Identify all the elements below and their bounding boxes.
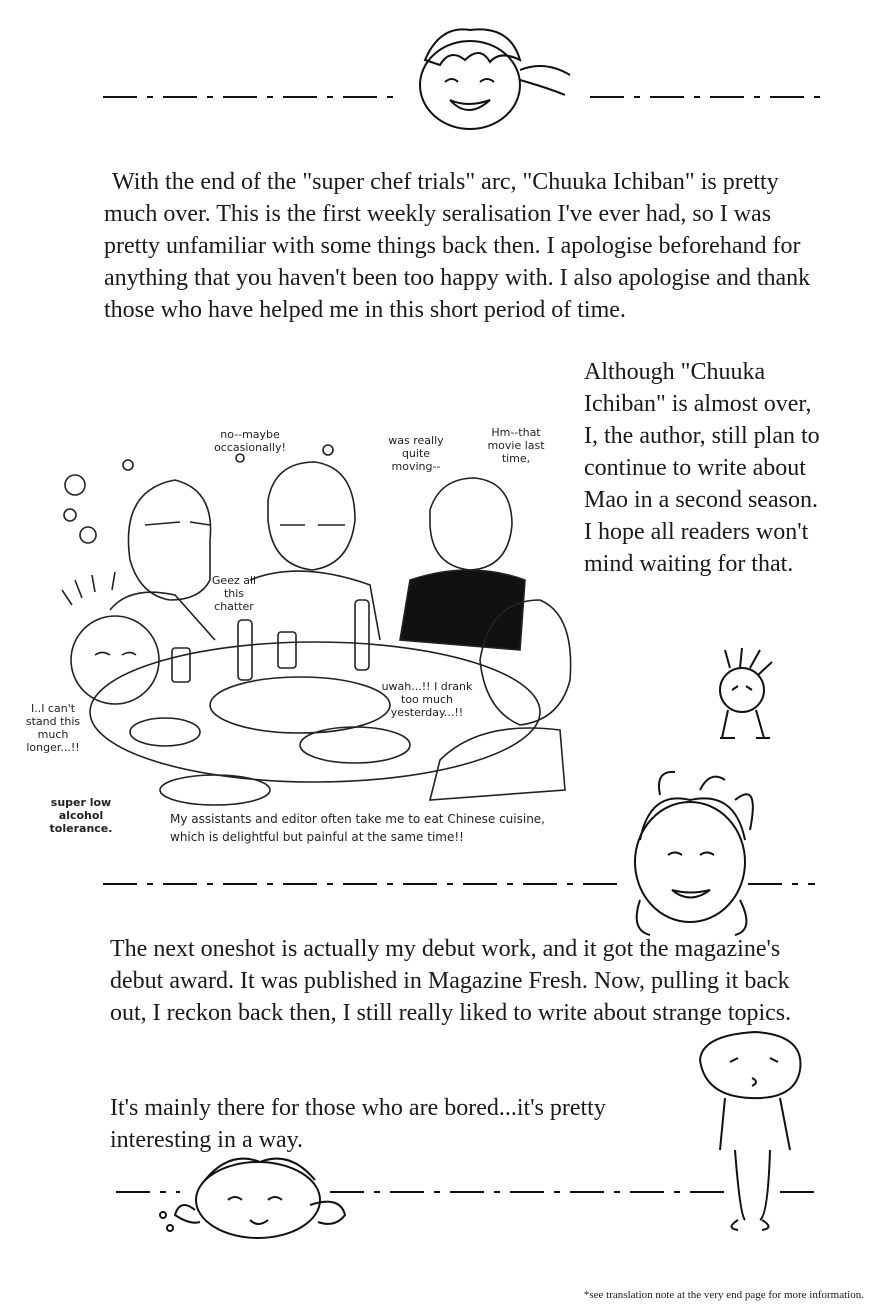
bored-paragraph: It's mainly there for those who are bored...it's pretty interesting in a way. xyxy=(110,1095,606,1153)
chibi-sleepy-face-icon xyxy=(160,1159,345,1238)
speech-bubble-movie: Hm--that movie last time, xyxy=(487,426,545,465)
speech-bubble-moving: was really quite moving-- xyxy=(388,434,444,473)
restaurant-illustration xyxy=(62,445,571,805)
speech-bubble-cant-stand: I..I can't stand this much longer...!! xyxy=(25,702,81,754)
speech-bubble-chatter: Geez all this chatter xyxy=(211,574,257,613)
speech-bubble-maybe: no--maybe occasionally! xyxy=(214,428,286,454)
chibi-hedgehog-icon xyxy=(720,648,772,738)
footnote: *see translation note at the very end page for more information. xyxy=(583,1289,864,1301)
chibi-standing-figure-icon xyxy=(700,1032,800,1230)
speech-bubble-drank: uwah...!! I drank too much yesterday...!! xyxy=(381,680,473,719)
chibi-girl-face-icon xyxy=(635,772,753,935)
chibi-author-face-icon xyxy=(420,29,570,129)
side-paragraph: Although "Chuuka Ichiban" is almost over, I, the author, still plan to continue to write about Mao in a second season. I hope all readers won't mind waiting for that. xyxy=(584,359,820,577)
tolerance-label: super low alcohol tolerance. xyxy=(49,796,113,835)
illustration-caption: My assistants and editor often take me to eat Chinese cuisine, which is delightful but painful at the same time!! xyxy=(170,812,545,844)
debut-paragraph: The next oneshot is actually my debut work, and it got the magazine's debut award. It was published in Magazine Fresh. Now, pulling it back out, I reckon back then, I still really liked to write about strange topics. xyxy=(110,936,792,1026)
intro-paragraph: With the end of the "super chef trials" arc, "Chuuka Ichiban" is pretty much over. This is the first weekly seralisation I've ever had, so I was pretty unfamiliar with some things back then. I apologise beforehand for anything that you haven't been too happy with. I also apologise and thank those who have helped me in this short period of time. xyxy=(104,169,811,323)
